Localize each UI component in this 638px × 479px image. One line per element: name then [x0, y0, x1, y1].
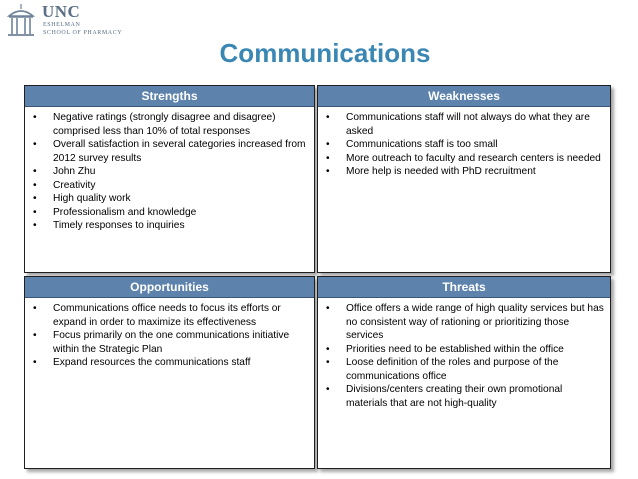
list-item: • Priorities need to be established within the office [326, 343, 604, 357]
list-item: • Overall satisfaction in several categories increased from 2012 survey results [33, 138, 308, 165]
opportunities-list [25, 298, 314, 370]
list-item: • Office offers a wide range of high quality services but has no consistent way of rationing or prioritizing those services [326, 302, 604, 343]
list-item: • High quality work [33, 192, 308, 206]
threats-quadrant [317, 276, 611, 469]
threats-list [318, 298, 610, 410]
list-item: • Divisions/centers creating their own promotional materials that are not high-quality [326, 383, 604, 410]
weaknesses-quadrant [317, 85, 611, 273]
list-item: • Communications office needs to focus its efforts or expand in order to maximize its effectiveness [33, 302, 308, 329]
list-item: • More outreach to faculty and research centers is needed [326, 152, 604, 166]
list-item: • Timely responses to inquiries [33, 219, 308, 233]
list-item: • Loose definition of the roles and purpose of the communications office [326, 356, 604, 383]
list-item: • Negative ratings (strongly disagree and disagree) comprised less than 10% of total responses [33, 111, 308, 138]
list-item: • Communications staff will not always do what they are asked [326, 111, 604, 138]
list-item: • Creativity [33, 179, 308, 193]
opportunities-heading: Opportunities [25, 277, 314, 298]
threats-heading: Threats [318, 277, 610, 298]
logo-wordmark: UNC [42, 2, 81, 21]
slide-title: Communications [219, 38, 431, 68]
list-item: • More help is needed with PhD recruitment [326, 165, 604, 179]
opportunities-quadrant [24, 276, 315, 469]
list-item: • Expand resources the communications staff [33, 356, 308, 370]
strengths-quadrant [24, 85, 315, 273]
weaknesses-list [318, 107, 610, 179]
logo-subline-2: SCHOOL OF PHARMACY [43, 30, 123, 36]
list-item: • Focus primarily on the one communications initiative within the Strategic Plan [33, 329, 308, 356]
unc-logo [6, 4, 146, 40]
old-well-icon [6, 4, 36, 38]
list-item: • Communications staff is too small [326, 138, 604, 152]
logo-subline-1: ESHELMAN [43, 22, 81, 28]
strengths-list [25, 107, 314, 233]
list-item: • Professionalism and knowledge [33, 206, 308, 220]
weaknesses-heading: Weaknesses [318, 86, 610, 107]
list-item: • John Zhu [33, 165, 308, 179]
strengths-heading: Strengths [25, 86, 314, 107]
